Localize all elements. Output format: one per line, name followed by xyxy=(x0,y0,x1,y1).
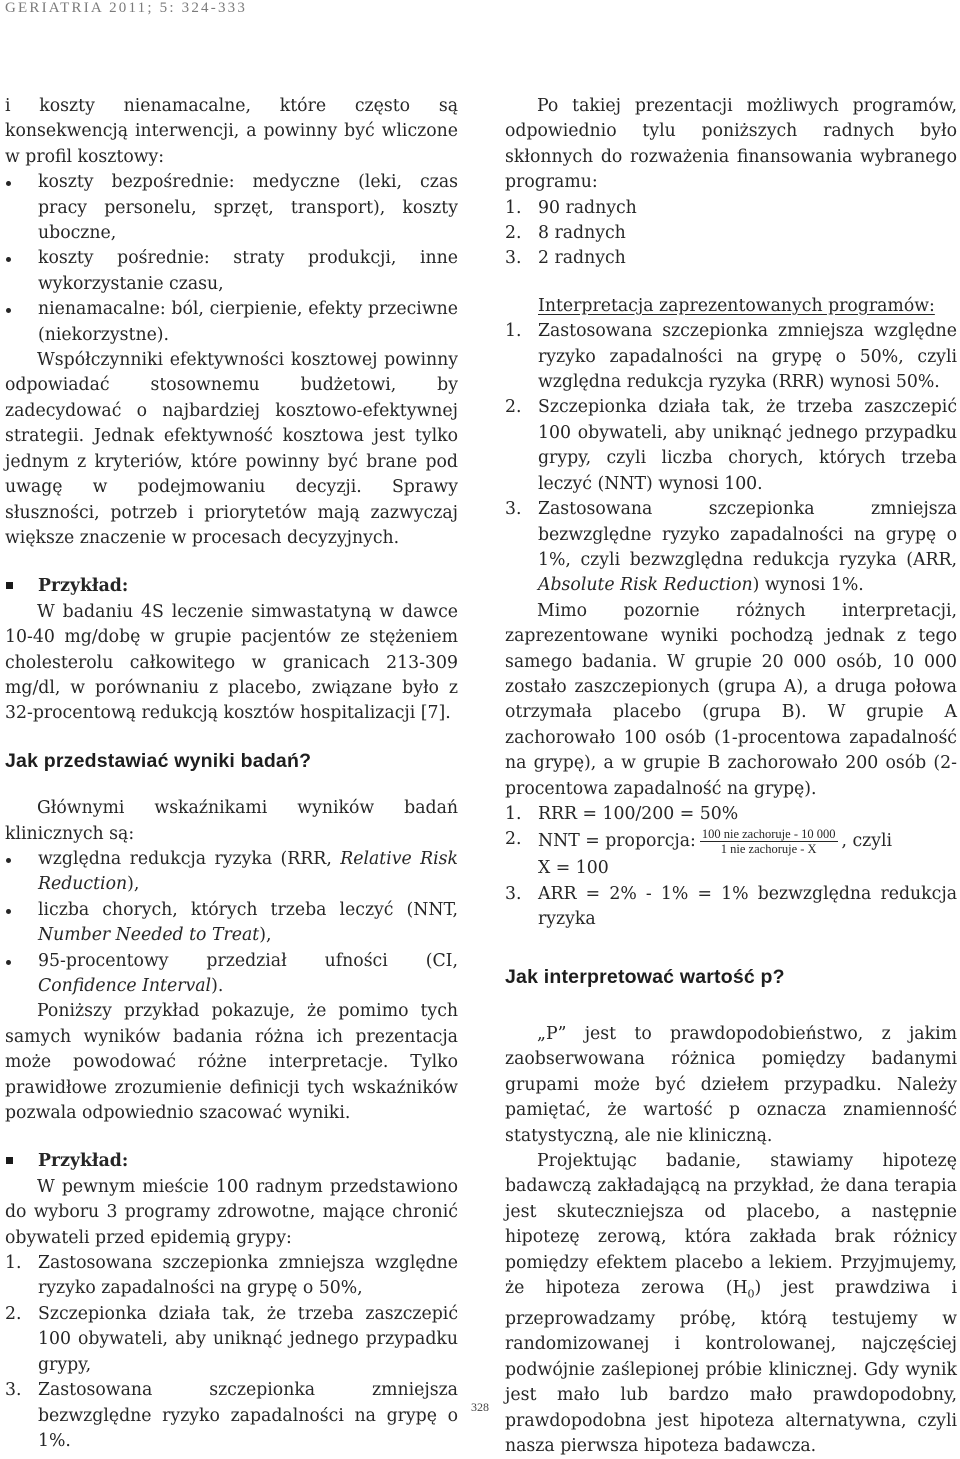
paragraph-p-definition: „P” jest to prawdopodobieństwo, z jakim zaobserwowana różnica pomiędzy badanymi grupami może być dziełem przypadku. Należy pamiętać, że wartość p oznacza znamienność statystyczną, ale nie kliniczną. xyxy=(505,1024,957,1146)
list-item: 3. ARR = 2% - 1% = 1% bezwzględna redukcja ryzyka xyxy=(505,883,957,930)
program-list xyxy=(5,1251,458,1454)
example-label: Przykład: xyxy=(5,573,458,599)
left-column xyxy=(5,94,458,1454)
paragraph-interpretation-note: Poniższy przykład pokazuje, że pomimo tych samych wyników badania różna ich prezentacja może powodować różne interpretacje. Tylko prawidłowe zrozumienie definicji tych wskaźników pozwala odpowiednio szacować wyniki. xyxy=(5,1001,458,1124)
square-bullet-icon xyxy=(6,582,13,589)
bullet-icon xyxy=(6,960,11,965)
bullet-icon xyxy=(6,308,11,313)
list-item: 1. 90 radnych xyxy=(505,197,637,218)
interpretation-list xyxy=(505,319,957,598)
nnt-fraction: $\frac{\text{100 nie zachoruje - 10 000}}{\text{1 nie zachoruje - X}}$ xyxy=(701,827,836,857)
list-item: 3. Zastosowana szczepionka zmniejsza bezwzględne ryzyko zapadalności na grypę o 1%. xyxy=(5,1380,458,1451)
page-number: 328 xyxy=(471,1400,489,1414)
interpretation-heading: Interpretacja zaprezentowanych programów: xyxy=(538,295,935,316)
square-bullet-icon xyxy=(6,1157,13,1164)
running-header: GERIATRIA 2011; 5: 324-333 xyxy=(5,0,248,16)
list-item: względna redukcja ryzyka (RRR, Relative Risk Reduction), xyxy=(5,847,458,898)
section-heading-results: Jak przedstawiać wyniki badań? xyxy=(5,749,312,772)
list-item: 2. Szczepionka działa tak, że trzeba zaszczepić 100 obywateli, aby uniknąć jednego przypadku grypy, czyli liczba chorych, których trzeba leczyć (NNT) wynosi 100. xyxy=(505,397,957,494)
indicator-list xyxy=(5,847,458,999)
paragraph-indicators-intro: Głównymi wskaźnikami wyników badań klinicznych są: xyxy=(5,798,458,844)
list-item: liczba chorych, których trzeba leczyć (NNT, Number Needed to Treat), xyxy=(5,898,458,949)
bullet-icon xyxy=(6,257,11,262)
bullet-icon xyxy=(6,181,11,186)
paragraph-council-votes: Po takiej prezentacji możliwych programów, odpowiednio tylu poniższych radnych było skłonnych do rozważenia finansowania wybranego programu: xyxy=(505,96,957,193)
example-4s-text: W badaniu 4S leczenie simwastatyną w dawce 10-40 mg/dobę w grupie pacjentów ze stężeniem cholesterolu całkowitego w granicach 213-309 mg/dl, w porównaniu z placebo, związane było z 32-procentową redukcją kosztów hospitalizacji [7]. xyxy=(5,601,458,724)
bullet-icon xyxy=(6,909,11,914)
list-item: 3. 2 radnych xyxy=(505,248,626,269)
votes-list xyxy=(505,196,957,272)
paragraph-cost-effectiveness: Współczynniki efektywności kosztowej powinny odpowiadać stosownemu budżetowi, by zadecydować o najbardziej kosztowo-efektywnej strategii. Jednak efektywność kosztowa jest tylko jednym z kryteriów, które powinny być brane pod uwagę w podejmowaniu decyzji. Sprawy słuszności, potrzeb i priorytetów mają zazwyczaj większe znaczenie w procesach decyzyjnych. xyxy=(5,350,458,548)
list-item: 95-procentowy przedział ufności (CI, Confidence Interval). xyxy=(5,949,458,1000)
list-item: nienamacalne: ból, cierpienie, efekty przeciwne (niekorzystne). xyxy=(5,297,458,348)
bullet-icon xyxy=(6,858,11,863)
list-item: 1. RRR = 100/200 = 50% xyxy=(505,803,739,824)
calculation-list xyxy=(505,802,957,933)
paragraph-hypothesis: Projektując badanie, stawiamy hipotezę badawczą zakładającą na przykład, że dana terapia jest skuteczniejsza od placebo, a następnie hipotezę zerową, która zakłada brak różnicy pomiędzy efektem placebo a lekiem. Przyjmujemy, że hipoteza zerowa $(H_0)$ jest prawdziwa i przeprowadzamy próbę, którą testujemy w randomizowanej i kontrolowanej, najczęściej podwójnie zaślepionej próbie klinicznej. Gdy wynik jest mało lub bardzo mało prawdopodobny, prawdopodobna jest hipoteza alternatywna, czyli nasza pierwsza hipoteza badawcza. xyxy=(505,1151,957,1456)
right-column xyxy=(505,94,957,1459)
example-council-text: W pewnym mieście 100 radnym przedstawiono do wyboru 3 programy zdrowotne, mające chronić obywateli przed epidemią grypy: xyxy=(5,1176,458,1248)
list-item: 3. Zastosowana szczepionka zmniejsza bezwzględne ryzyko zapadalności na grypę o 1%, czyli bezwzględna redukcja ryzyka (ARR, Absolute Risk Reduction) wynosi 1%. xyxy=(505,499,957,596)
list-item: 2. NNT = proporcja: $\frac{\text{100 nie zachoruje - 10 000}}{\text{1 nie zachoruje - X}}$ , czyli X = 100 xyxy=(505,827,893,879)
list-item: 1. Zastosowana szczepionka zmniejsza względne ryzyko zapadalności na grypę o 50%, czyli względna redukcja ryzyka (RRR) wynosi 50%. xyxy=(505,321,957,393)
list-item: 2. Szczepionka działa tak, że trzeba zaszczepić 100 obywateli, aby uniknąć jednego przypadku grypy, xyxy=(5,1303,458,1375)
list-item: 1. Zastosowana szczepionka zmniejsza względne ryzyko zapadalności na grypę o 50%, xyxy=(5,1253,458,1299)
list-item: 2. 8 radnych xyxy=(505,223,626,244)
paragraph-cost-profile: i koszty nienamacalne, które często są konsekwencją interwencji, a powinny być wliczone w profil kosztowy: xyxy=(5,96,458,167)
example-label: Przykład: xyxy=(5,1148,458,1174)
list-item: koszty bezpośrednie: medyczne (leki, czas pracy personelu, sprzęt, transport), koszty uboczne, xyxy=(5,170,458,246)
list-item: koszty pośrednie: straty produkcji, inne wykorzystanie czasu, xyxy=(5,246,458,297)
cost-list xyxy=(5,170,458,348)
paragraph-same-study: Mimo pozornie różnych interpretacji, zaprezentowane wyniki pochodzą jednak z tego samego badania. W grupie 20 000 osób, 10 000 zostało zaszczepionych (grupa A), a druga połowa otrzymała placebo (grupa B). W grupie A zachorowało 100 osób (1-procentowa zapadalność na grypę), a w grupie B zachorowało 200 osób (2-procentowa zapadalność na grypę). xyxy=(505,600,957,799)
section-heading-p-value: Jak interpretować wartość p? xyxy=(505,965,785,988)
